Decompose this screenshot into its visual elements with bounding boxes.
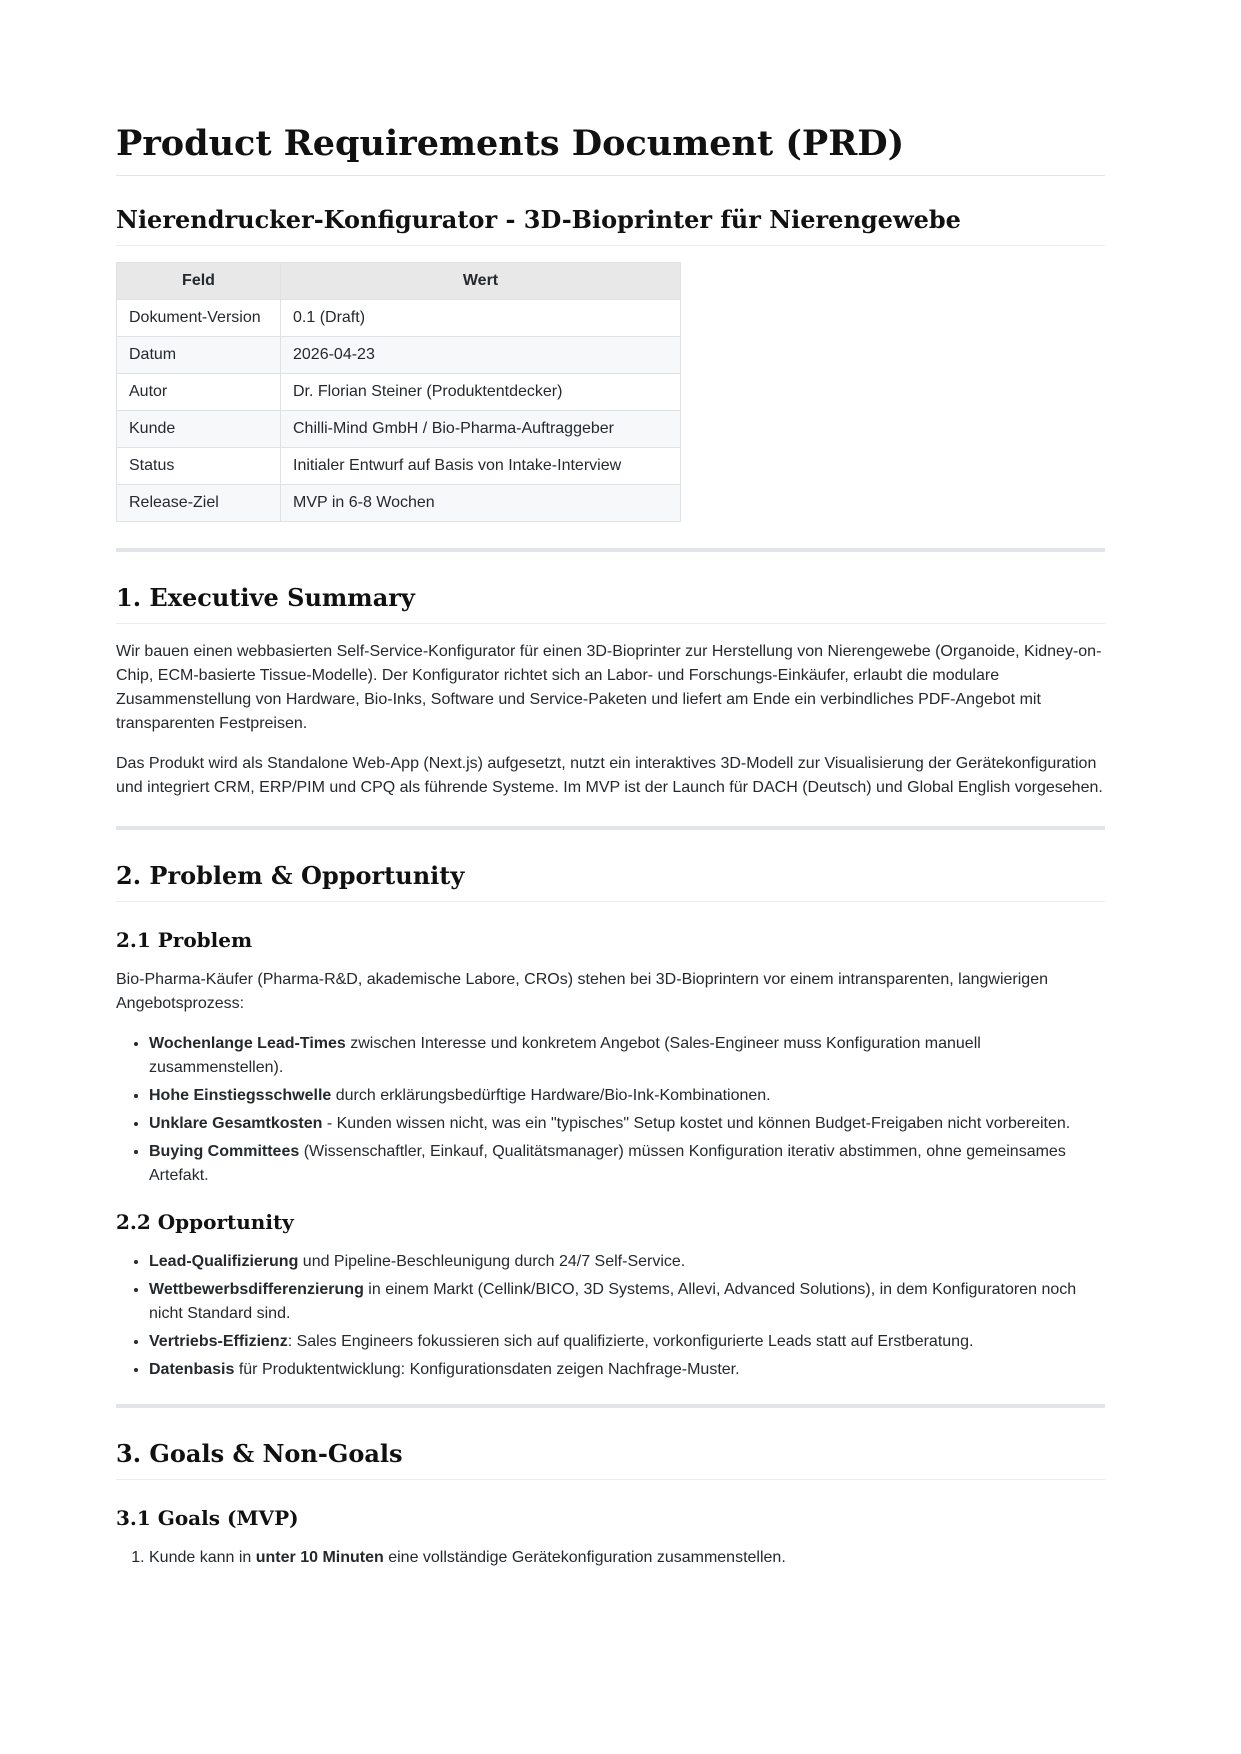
subsection-heading-opportunity: 2.2 Opportunity [116,1210,294,1234]
table-header-value: Wert [281,263,681,300]
list-item [149,1278,1105,1326]
list-item-text: (Wissenschaftler, Einkauf, Qualitätsmanager) müssen Konfiguration iterativ abstimmen, ohne gemeinsames Artefakt. [149,1143,1066,1184]
problem-list [116,1032,1105,1188]
table-row [117,485,681,522]
table-row [117,411,681,448]
list-item-bold: Unklare Gesamtkosten [149,1115,323,1132]
executive-summary-paragraph: Wir bauen einen webbasierten Self-Service-Konfigurator für einen 3D-Bioprinter zur Herstellung von Nierengewebe (Organoide, Kidney-on-Chip, ECM-basierte Tissue-Modelle). Der Konfigurator richtet sich an Labor- und Forschungs-Einkäufer, erlaubt die modulare Zusammenstellung von Hardware, Bio-Inks, Software und Service-Paketen und liefert am Ende ein verbindliches PDF-Angebot mit transparenten Festpreisen. [116,643,1102,732]
list-item-bold: Lead-Qualifizierung [149,1253,299,1270]
table-header-field: Feld [117,263,281,300]
table-header-row [117,263,681,300]
list-item [149,1140,1105,1188]
list-item [149,1112,1105,1136]
table-row [117,337,681,374]
list-item-bold: Buying Committees [149,1143,300,1160]
list-item-text: : Sales Engineers fokussieren sich auf qualifizierte, vorkonfigurierte Leads statt auf Erstberatung. [287,1333,974,1350]
table-row [117,374,681,411]
subsection-heading-problem: 2.1 Problem [116,928,253,952]
table-cell-value: MVP in 6-8 Wochen [281,485,681,522]
list-item-text: in einem Markt (Cellink/BICO, 3D Systems, Allevi, Advanced Solutions), in dem Konfiguratoren noch nicht Standard sind. [149,1281,1077,1322]
table-cell-field: Status [117,448,281,485]
list-item [149,1330,1105,1354]
list-item-bold: Wochenlange Lead-Times [149,1035,346,1052]
list-item-bold: unter 10 Minuten [255,1549,384,1566]
table-cell-value: Dr. Florian Steiner (Produktentdecker) [281,374,681,411]
list-item-bold: Wettbewerbsdifferenzierung [149,1281,364,1298]
table-cell-field: Release-Ziel [117,485,281,522]
opportunity-list [116,1250,1105,1382]
table-cell-value: 0.1 (Draft) [281,300,681,337]
subsection-heading-goals: 3.1 Goals (MVP) [116,1506,299,1530]
list-item-text: und Pipeline-Beschleunigung durch 24/7 Self-Service. [298,1253,686,1270]
metadata-table [116,262,681,522]
list-item-text: - Kunden wissen nicht, was ein "typisches" Setup kostet und können Budget-Freigaben nicht vorbereiten. [322,1115,1071,1132]
list-item [149,1250,1105,1274]
list-item [149,1084,1105,1108]
list-item [149,1032,1105,1080]
document-title: Product Requirements Document (PRD) [116,0,1105,176]
section-heading-goals-non-goals: 3. Goals & Non-Goals [116,1437,1105,1480]
table-cell-value: Chilli-Mind GmbH / Bio-Pharma-Auftraggeber [281,411,681,448]
goals-list [116,1546,1105,1570]
list-item-text: zwischen Interesse und konkretem Angebot (Sales-Engineer muss Konfiguration manuell zusammenstellen). [149,1035,981,1076]
section-heading-problem-opportunity: 2. Problem & Opportunity [116,859,1105,902]
list-item-text: durch erklärungsbedürftige Hardware/Bio-Ink-Kombinationen. [331,1087,771,1104]
executive-summary-paragraph: Das Produkt wird als Standalone Web-App (Next.js) aufgesetzt, nutzt ein interaktives 3D-Modell zur Visualisierung der Gerätekonfiguration und integriert CRM, ERP/PIM und CPQ als führende Systeme. Im MVP ist der Launch für DACH (Deutsch) und Global English vorgesehen. [116,755,1103,796]
list-item-text: Kunde kann in [149,1549,256,1566]
list-item-bold: Hohe Einstiegsschwelle [149,1087,332,1104]
list-item-bold: Datenbasis [149,1361,235,1378]
table-row [117,300,681,337]
section-divider [116,1404,1105,1408]
table-cell-field: Autor [117,374,281,411]
section-divider [116,826,1105,830]
table-cell-field: Kunde [117,411,281,448]
list-item-bold: Vertriebs-Effizienz [149,1333,288,1350]
table-cell-field: Dokument-Version [117,300,281,337]
list-item [149,1546,1105,1570]
table-row [117,448,681,485]
table-cell-field: Datum [117,337,281,374]
document-subtitle: Nierendrucker-Konfigurator - 3D-Bioprinter für Nierengewebe [116,176,1105,246]
table-cell-value: Initialer Entwurf auf Basis von Intake-Interview [281,448,681,485]
problem-intro-paragraph: Bio-Pharma-Käufer (Pharma-R&D, akademische Labore, CROs) stehen bei 3D-Bioprintern vor einem intransparenten, langwierigen Angebotsprozess: [116,971,1048,1012]
section-divider [116,548,1105,552]
table-cell-value: 2026-04-23 [281,337,681,374]
section-heading-executive-summary: 1. Executive Summary [116,581,1105,624]
list-item-text: für Produktentwicklung: Konfigurationsdaten zeigen Nachfrage-Muster. [234,1361,740,1378]
list-item [149,1358,1105,1382]
list-item-text: eine vollständige Gerätekonfiguration zusammenstellen. [383,1549,786,1566]
